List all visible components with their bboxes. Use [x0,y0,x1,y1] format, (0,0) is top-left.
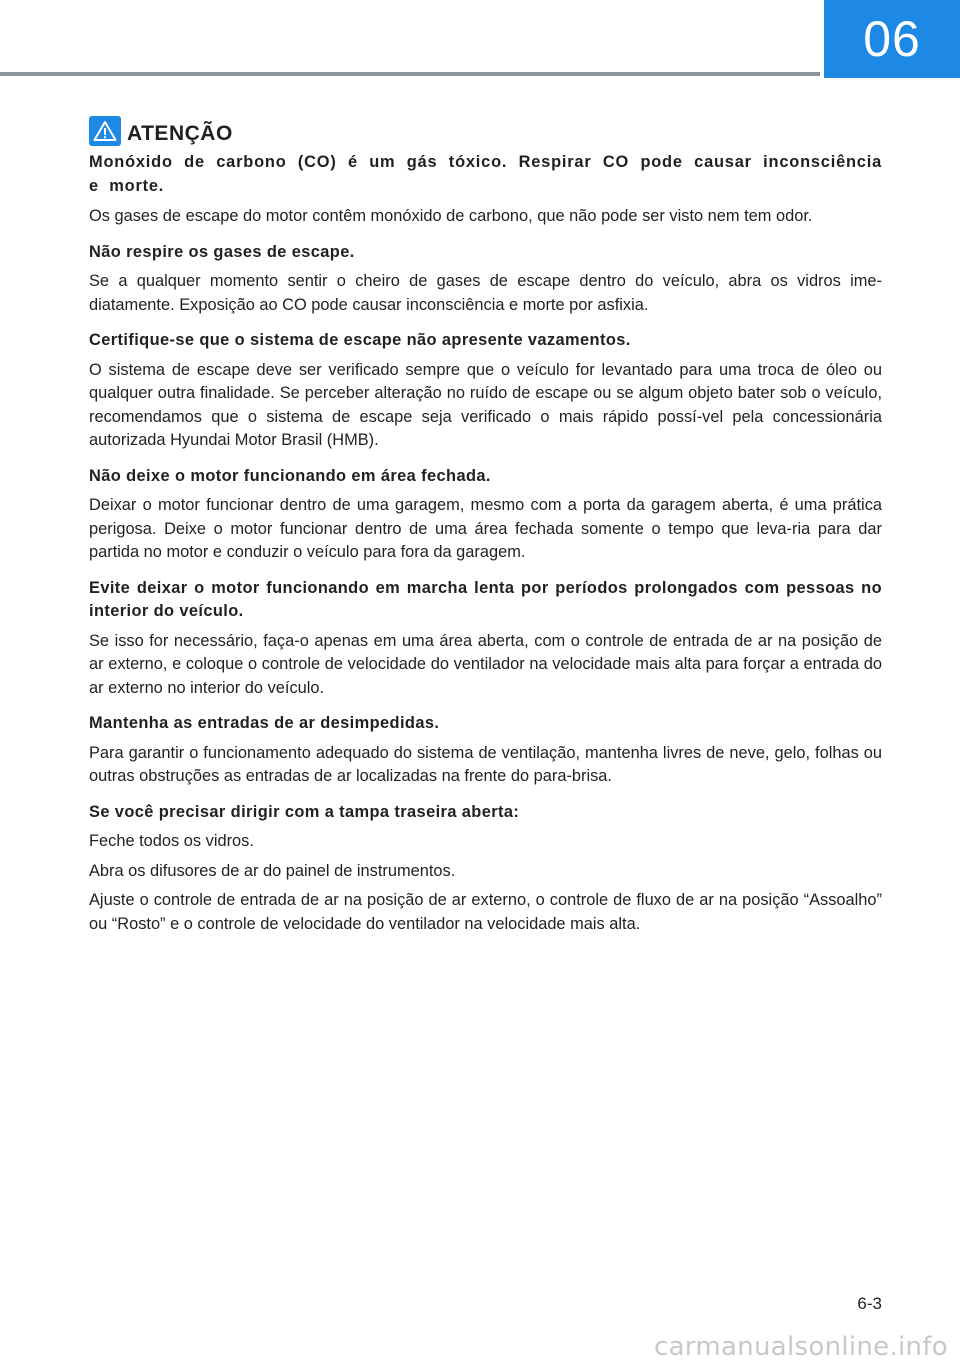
heading-check-exhaust: Certifique-se que o sistema de escape não apresente vazamentos. [89,331,631,349]
warning-title: ATENÇÃO [127,122,233,145]
heading-tailgate-open: Se você precisar dirigir com a tampa traseira aberta: [89,802,520,821]
paragraph-open-area: Se isso for necessário, faça-o apenas em uma área aberta, com o controle de entrada de ar na posição de ar externo, e coloque o controle de velocidade do ventilador na velocidade mais alta para forçar a entrada do ar externo no interior do veículo. [89,631,882,697]
warning-triangle-icon [89,116,121,146]
paragraph-co-description: Os gases de escape do motor contêm monóxido de carbono, que não pode ser visto nem tem odor. [89,207,813,225]
step-adjust-controls: Ajuste o controle de entrada de ar na posição de ar externo, o controle de fluxo de ar na posição “Assoalho” ou “Rosto” e o controle de velocidade do ventilador na velocidade mais alta. [89,891,882,933]
heading-air-inlets: Mantenha as entradas de ar desimpedidas. [89,714,440,732]
chapter-tab [824,0,960,78]
step-close-windows: Feche todos os vidros. [89,832,254,850]
paragraph-garage: Deixar o motor funcionar dentro de uma garagem, mesmo com a porta da garagem aberta, é uma prática perigosa. Deixe o motor funcionar dentro de uma área fechada somente o tempo que leva-ria para dar partida no motor e conduzir o veículo para fora da garagem. [89,496,882,561]
paragraph-ventilation: Para garantir o funcionamento adequado do sistema de ventilação, mantenha livres de neve, gelo, folhas ou outras obstruções as entradas de ar localizadas na frente do para-brisa. [89,743,882,785]
warning-header [89,112,882,146]
chapter-number: 06 [863,11,921,67]
warning-lead: Monóxido de carbono (CO) é um gás tóxico. Respirar CO pode causar inconsciência e morte. [89,153,882,195]
step-open-vents: Abra os difusores de ar do painel de instrumentos. [89,861,456,880]
paragraph-exhaust-inspection: O sistema de escape deve ser verificado sempre que o veículo for levantado para uma troca de óleo ou qualquer outra finalidade. Se perceber alteração no ruído de escape ou se algum objeto bater sob o veículo, recomendamos que o sistema de escape seja verificado o mais rápido possí-vel pela concessionária autorizada Hyundai Motor Brasil (HMB). [89,360,882,449]
watermark: carmanualsonline.info [653,1332,948,1362]
heading-dont-breathe: Não respire os gases de escape. [89,242,355,261]
warning-section [89,112,882,940]
page-number: 6-3 [857,1294,882,1313]
paragraph-open-windows: Se a qualquer momento sentir o cheiro de gases de escape dentro do veículo, abra os vidros ime-diatamente. Exposição ao CO pode causar inconsciência e morte por asfixia. [89,272,882,314]
header-rule [0,72,820,76]
heading-idle: Evite deixar o motor funcionando em marcha lenta por períodos prolongados com pessoas no interior do veículo. [89,578,882,620]
heading-closed-area: Não deixe o motor funcionando em área fechada. [89,466,491,485]
